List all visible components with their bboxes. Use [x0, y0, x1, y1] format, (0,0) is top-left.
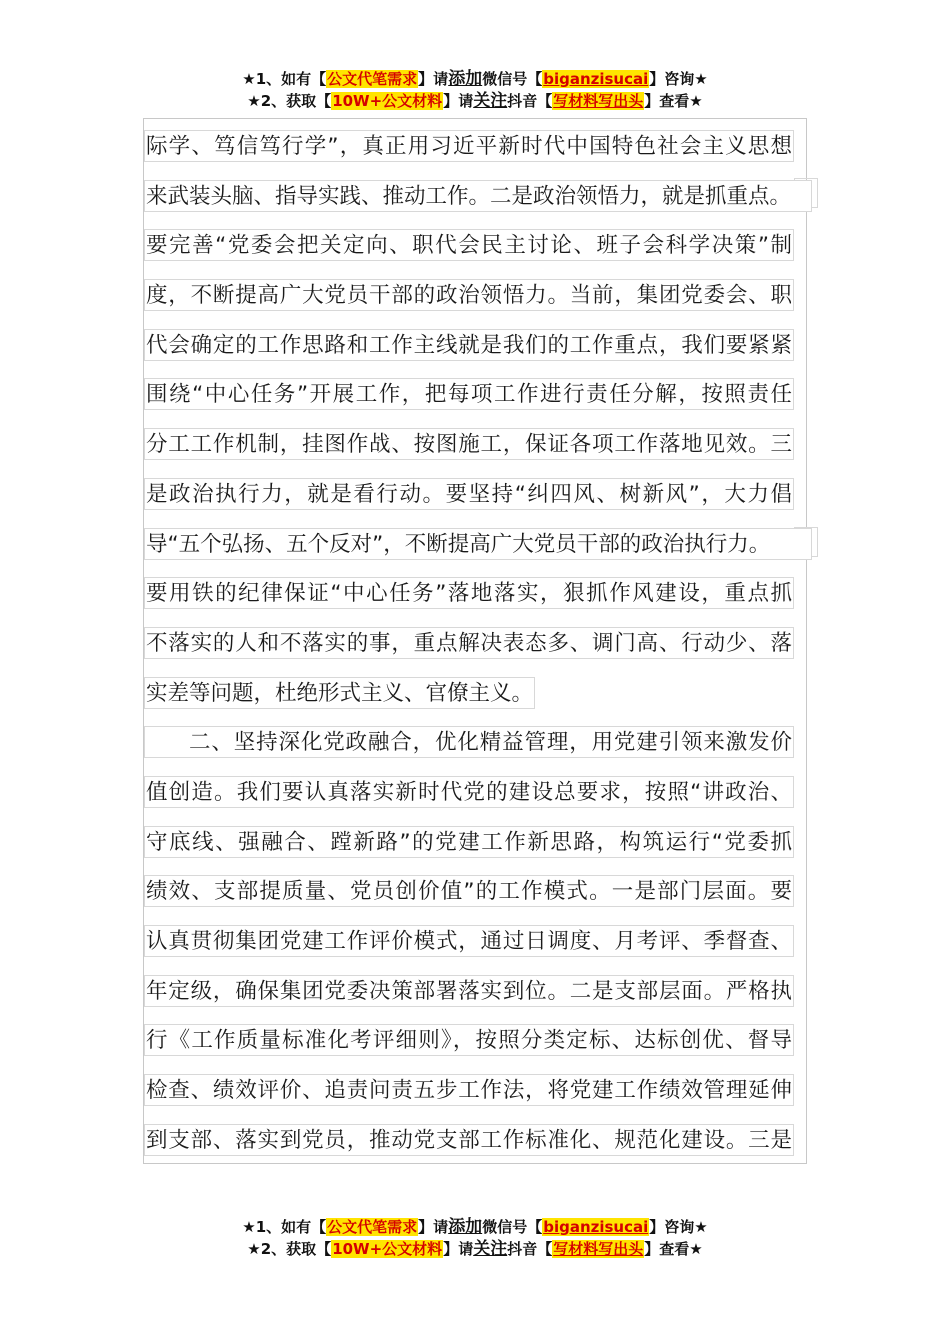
- promo-tag-materials: 10W+公文材料: [332, 92, 443, 110]
- douyin-account-link[interactable]: 写材料写出头: [553, 1240, 644, 1258]
- wechat-id-link[interactable]: biganzisucai: [543, 1218, 649, 1236]
- text-line: 年定级，确保集团党委决策部署落实到位。二是支部层面。严格执: [144, 965, 794, 1015]
- top-promo-banner: [0, 68, 950, 112]
- wechat-id-link[interactable]: biganzisucai: [543, 70, 649, 88]
- bottom-promo-banner: [0, 1216, 950, 1260]
- promo-line-1: ★1、如有【公文代笔需求】请添加微信号【biganzisucai】咨询★: [242, 1217, 708, 1237]
- promo-tag-materials: 10W+公文材料: [332, 1240, 443, 1258]
- text-line: 是政治执行力，就是看行动。要坚持“纠四风、树新风”，大力倡: [144, 468, 794, 518]
- text-line: 绩效、支部提质量、党员创价值”的工作模式。一是部门层面。要: [144, 865, 794, 915]
- douyin-account-link[interactable]: 写材料写出头: [553, 92, 644, 110]
- text-line: 度，不断提高广大党员干部的政治领悟力。当前，集团党委会、职: [144, 269, 794, 319]
- promo-line-1: ★1、如有【公文代笔需求】请添加微信号【biganzisucai】咨询★: [242, 69, 708, 89]
- text-line: 认真贯彻集团党建工作评价模式，通过日调度、月考评、季督查、: [144, 915, 794, 965]
- text-line: 围绕“中心任务”开展工作，把每项工作进行责任分解，按照责任: [144, 368, 794, 418]
- text-line: 要完善“党委会把关定向、职代会民主讨论、班子会科学决策”制: [144, 219, 794, 269]
- text-line: 到支部、落实到党员，推动党支部工作标准化、规范化建设。三是: [144, 1114, 794, 1164]
- paragraph-start-line: 二、坚持深化党政融合，优化精益管理，用党建引领来激发价: [144, 716, 794, 766]
- promo-line-2: ★2、获取【10W+公文材料】请关注抖音【写材料写出头】查看★: [247, 91, 703, 111]
- text-line: 守底线、强融合、蹚新路”的党建工作新思路，构筑运行“党委抓: [144, 816, 794, 866]
- text-line: 要用铁的纪律保证“中心任务”落地落实，狠抓作风建设，重点抓: [144, 567, 794, 617]
- text-line: 值创造。我们要认真落实新时代党的建设总要求，按照“讲政治、: [144, 766, 794, 816]
- text-line: 代会确定的工作思路和工作主线就是我们的工作重点，我们要紧紧: [144, 319, 794, 369]
- text-line: 实差等问题，杜绝形式主义、官僚主义。: [144, 667, 794, 717]
- text-line: 际学、笃信笃行学”，真正用习近平新时代中国特色社会主义思想: [144, 120, 794, 170]
- text-line: 导“五个弘扬、五个反对”，不断提高广大党员干部的政治执行力。: [144, 518, 794, 568]
- text-line: 分工工作机制，挂图作战、按图施工，保证各项工作落地见效。三: [144, 418, 794, 468]
- text-line: 行《工作质量标准化考评细则》，按照分类定标、达标创优、督导: [144, 1014, 794, 1064]
- text-line: 来武装头脑、指导实践、推动工作。二是政治领悟力，就是抓重点。: [144, 170, 794, 220]
- promo-line-2: ★2、获取【10W+公文材料】请关注抖音【写材料写出头】查看★: [247, 1239, 703, 1259]
- text-line: 不落实的人和不落实的事，重点解决表态多、调门高、行动少、落: [144, 617, 794, 667]
- promo-tag-ghostwriting: 公文代笔需求: [327, 1218, 418, 1236]
- promo-tag-ghostwriting: 公文代笔需求: [327, 70, 418, 88]
- document-body: [144, 120, 794, 1163]
- text-line: 检查、绩效评价、追责问责五步工作法，将党建工作绩效管理延伸: [144, 1064, 794, 1114]
